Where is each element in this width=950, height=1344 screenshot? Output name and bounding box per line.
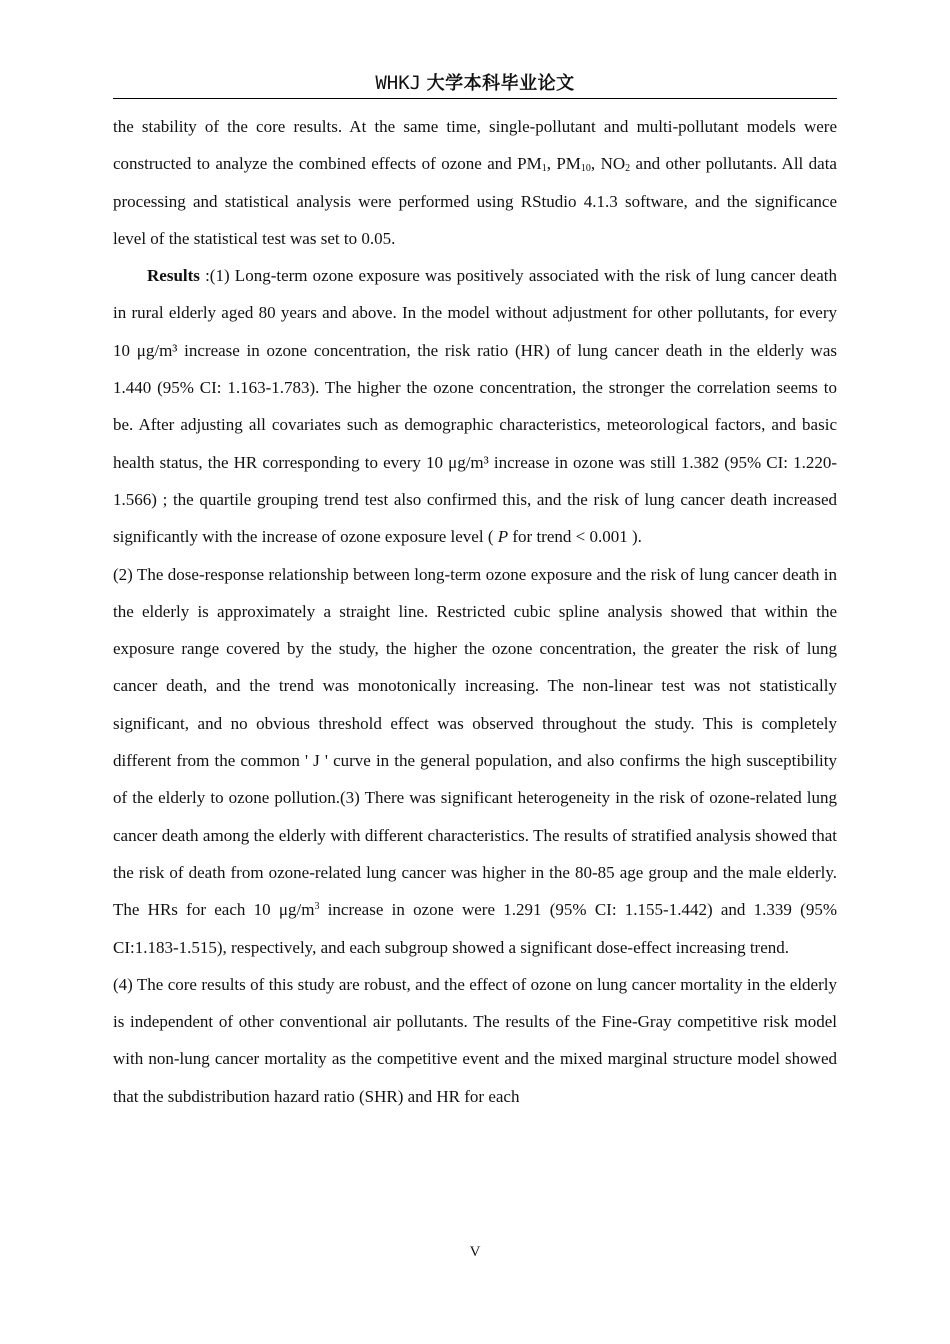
para1-end: and other pollutants. All data processing and statistical analysis were performed using RStudio 4.1.3 software, and the significance level of the statistical test was set to 0.05. — [113, 154, 837, 248]
para4-text: (4) The core results of this study are robust, and the effect of ozone on lung cancer mortality in the elderly is independent of other conventional air pollutants. The results of the Fine-Gray competitive risk model with non-lung cancer mortality as the competitive event and the mixed marginal structure model showed that the subdistribution hazard ratio (SHR) and HR for each — [113, 974, 837, 1106]
para1-text: the stability of the core results. At the same time, single-pollutant and multi-pollutant models were constructed to analyze the combined effects of ozone and PM — [113, 117, 837, 174]
paragraph-results-1 — [113, 257, 837, 555]
page-number: V — [469, 1244, 481, 1260]
para2-text: (2) The dose-response relationship between long-term ozone exposure and the risk of lung cancer death in the elderly is approximately a straight line. Restricted cubic spline analysis showed that within the exposure range covered by the study, the higher the ozone concentration, the greater the risk of lung cancer death, and the trend was monotonically increasing. The non-linear test was not statistically significant, and no obvious threshold effect was observed throughout the study. This is completely different from the common ' J ' curve in the general population, and also confirms the high susceptibility of the elderly to ozone pollution.(3) There was significant heterogeneity in the risk of ozone-related lung cancer death among the elderly with different characteristics. The results of stratified analysis showed that the risk of death from ozone-related lung cancer was higher in the 80-85 age group and the male elderly. The HRs for each 10 μg/m — [113, 564, 837, 920]
para1-mid2: , NO — [590, 154, 626, 174]
header-left-text: WHKJ — [375, 72, 422, 94]
results-text: :(1) Long-term ozone exposure was positively associated with the risk of lung cancer death in rural elderly aged 80 years and above. In the model without adjustment for other pollutants, for every 10 μg/m³ increase in ozone concentration, the risk ratio (HR) of lung cancer death in the elderly was 1.440 (95% CI: 1.163-1.783). The higher the ozone concentration, the stronger the correlation seems to be. After adjusting all covariates such as demographic characteristics, meteorological factors, and basic health status, the HR corresponding to every 10 μg/m³ increase in ozone was still 1.382 (95% CI: 1.220-1.566) ; the quartile grouping trend test also confirmed this, and the risk of lung cancer death increased significantly with the increase of ozone exposure level ( — [113, 266, 837, 547]
body-text — [113, 108, 837, 1115]
p-italic: P — [497, 527, 509, 547]
no2-subscript: 2 — [625, 163, 631, 175]
paragraph-methods-end — [113, 108, 837, 257]
para1-mid1: , PM — [546, 154, 581, 174]
pm1-subscript: 1 — [541, 163, 547, 175]
pm10-subscript: 10 — [580, 163, 591, 175]
running-header — [113, 70, 837, 96]
m3-superscript: 3 — [314, 901, 320, 913]
results-label: Results — [147, 266, 200, 286]
header-right-text: 大学本科毕业论文 — [426, 73, 575, 94]
paragraph-results-4 — [113, 966, 837, 1115]
header-rule — [113, 98, 837, 99]
paragraph-results-2-3 — [113, 556, 837, 966]
results-text-end: for trend < 0.001 ). — [508, 527, 642, 547]
para2-text-end: increase in ozone were 1.291 (95% CI: 1.155-1.442) and 1.339 (95% CI:1.183-1.515), respectively, and each subgroup showed a significant dose-effect increasing trend. — [113, 900, 837, 957]
